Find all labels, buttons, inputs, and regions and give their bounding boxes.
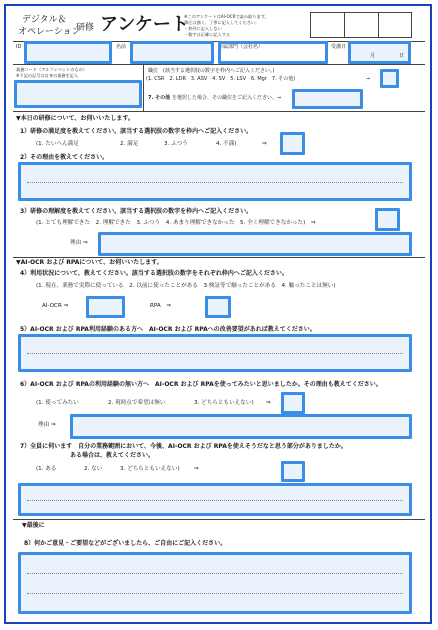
q4-text: 4）利用状況について、教えてください。該当する選択肢の数字をそれぞれ枠内へご記入ください。 bbox=[20, 270, 288, 277]
q1-text: 1）研修の満足度を教えてください。該当する選択肢の数字を枠内へご記入ください。 bbox=[20, 128, 253, 135]
role-options: (1. CSR 2. LDR 3. ASV 4. SV 5. LSV 6. Mgr 7. その他) bbox=[146, 76, 296, 82]
margin-note: ・枠外に記入しない bbox=[184, 26, 222, 31]
q3-text: 3）研修の理解度を教えてください。該当する選択肢の数字を枠内へご記入ください。 bbox=[20, 208, 253, 215]
q3-reason-field[interactable] bbox=[98, 232, 412, 256]
q3-reason-label: 理由 ⇒ bbox=[70, 240, 88, 246]
q6-option-1: (1. 使ってみたい bbox=[36, 400, 79, 406]
q6-reason-label: 理由 ⇒ bbox=[38, 422, 56, 428]
q7-option-1: (1. ある bbox=[36, 466, 57, 472]
q7-arrow: ⇒ bbox=[194, 466, 199, 472]
q5-request-field[interactable] bbox=[18, 334, 412, 372]
q7-option-2: 2. ない bbox=[84, 466, 103, 472]
q1-option-3: 3. ふつう bbox=[164, 141, 188, 147]
title-line2: オペレーション bbox=[18, 27, 81, 37]
business-code-field[interactable] bbox=[14, 80, 142, 108]
section1-header: ▼本日の研修について、お伺いいたします。 bbox=[16, 115, 134, 122]
date-label: 受講日 bbox=[331, 44, 347, 50]
id-field[interactable] bbox=[24, 41, 112, 64]
section3-header: ▼最後に bbox=[22, 522, 45, 529]
q6-text: 6）AI-OCR および RPAの利用経験の無い方へ AI-OCR および RPAを使ってみたいと思いましたか。その理由も教えてください。 bbox=[20, 381, 382, 388]
role-arrow: ⇒ bbox=[366, 76, 371, 82]
q5-text: 5）AI-OCR および RPA利用経験のある方へ AI-OCR および RPAへの改善要望があれば教えてください。 bbox=[20, 326, 316, 333]
q2-text: 2）その理由を教えてください。 bbox=[20, 154, 109, 161]
role-other-field[interactable] bbox=[292, 89, 363, 109]
q4-rpa-label: RPA ⇒ bbox=[150, 303, 172, 309]
q7-detail-field[interactable] bbox=[18, 483, 412, 516]
role-label: 職位 (該当する選択肢の数字を枠内へご記入ください。) bbox=[148, 68, 275, 74]
role-field[interactable] bbox=[380, 69, 399, 88]
q7-answer-field[interactable] bbox=[281, 461, 305, 482]
name-label: 名前 bbox=[116, 44, 127, 50]
dept-label: 所属部門（会社名） bbox=[218, 44, 264, 50]
q1-option-2: 2. 満足 bbox=[120, 141, 139, 147]
business-code-note: ※下記の記号は自身の業務を記入 bbox=[16, 73, 79, 78]
q4-options: (1. 現在、業務で実際に使っている 2. 以前に使ったことがある 3.検証等で触ったことがある 4. 触ったことは無い) bbox=[36, 283, 336, 289]
q4-aiocr-label: AI-OCR ⇒ bbox=[42, 303, 69, 309]
title-line1: デジタル＆ bbox=[22, 15, 67, 25]
q7-option-3: 3. どちらともいえない) bbox=[120, 466, 180, 472]
q6-reason-field[interactable] bbox=[70, 414, 412, 439]
role-other-instruction: を選択した場合、その職位をご記入ください。⇒ bbox=[172, 95, 282, 101]
role-other-label: 7. その他 bbox=[148, 95, 171, 101]
q1-arrow: ⇒ bbox=[262, 141, 267, 147]
q1-option-4: 4. 不満) bbox=[216, 141, 237, 147]
q3-options: (1. とても理解できた 2. 理解できた 3. ふつう 4. あまり理解できなかった 5. 全く理解できなかった) ⇒ bbox=[36, 220, 316, 226]
month-label: 月 bbox=[370, 53, 376, 59]
q3-answer-field[interactable] bbox=[375, 208, 400, 231]
name-field[interactable] bbox=[130, 41, 214, 64]
digit-note: ・数字は正確に記入する bbox=[184, 32, 231, 37]
q4-aiocr-field[interactable] bbox=[86, 296, 125, 318]
q8-comment-field[interactable] bbox=[18, 552, 412, 614]
q1-option-1: (1. たいへん満足 bbox=[36, 141, 79, 147]
q4-rpa-field[interactable] bbox=[205, 296, 231, 318]
pressure-note: 筆圧は強く、丁寧に記入してください。 bbox=[184, 20, 260, 25]
q7-text-line2: ある場合は、教えてください。 bbox=[70, 452, 155, 459]
business-code-label: 業務コード（アルファベットのもの） bbox=[16, 67, 87, 72]
section2-header: ▼AI-OCR および RPAについて、お伺いいたします。 bbox=[16, 259, 163, 266]
q6-option-2: 2. 現時点で希望は無い bbox=[108, 400, 166, 406]
q2-reason-field[interactable] bbox=[18, 162, 412, 201]
q7-text-line1: 7）全員に伺います 自分の業務範囲において、今後、AI-OCR および RPAを使えそうだなと思う部分がありましたか。 bbox=[20, 443, 347, 450]
stamp-area bbox=[310, 12, 412, 38]
q1-answer-field[interactable] bbox=[280, 132, 305, 155]
q6-answer-field[interactable] bbox=[281, 392, 305, 414]
id-label: ID bbox=[16, 44, 22, 50]
q6-arrow: ⇒ bbox=[266, 400, 271, 406]
q8-text: 8）何かご意見・ご要望などがございましたら、ご自由にご記入ください。 bbox=[24, 540, 227, 547]
page-title: アンケート bbox=[100, 14, 189, 35]
day-label: 日 bbox=[399, 53, 405, 59]
dept-field[interactable] bbox=[218, 41, 328, 64]
q6-option-3: 3. どちらともいえない) bbox=[194, 400, 254, 406]
ocr-note: ※このアンケートはAI-OCRで読み取ります。 bbox=[184, 14, 269, 19]
title-kenshu: 研修 bbox=[76, 23, 95, 33]
